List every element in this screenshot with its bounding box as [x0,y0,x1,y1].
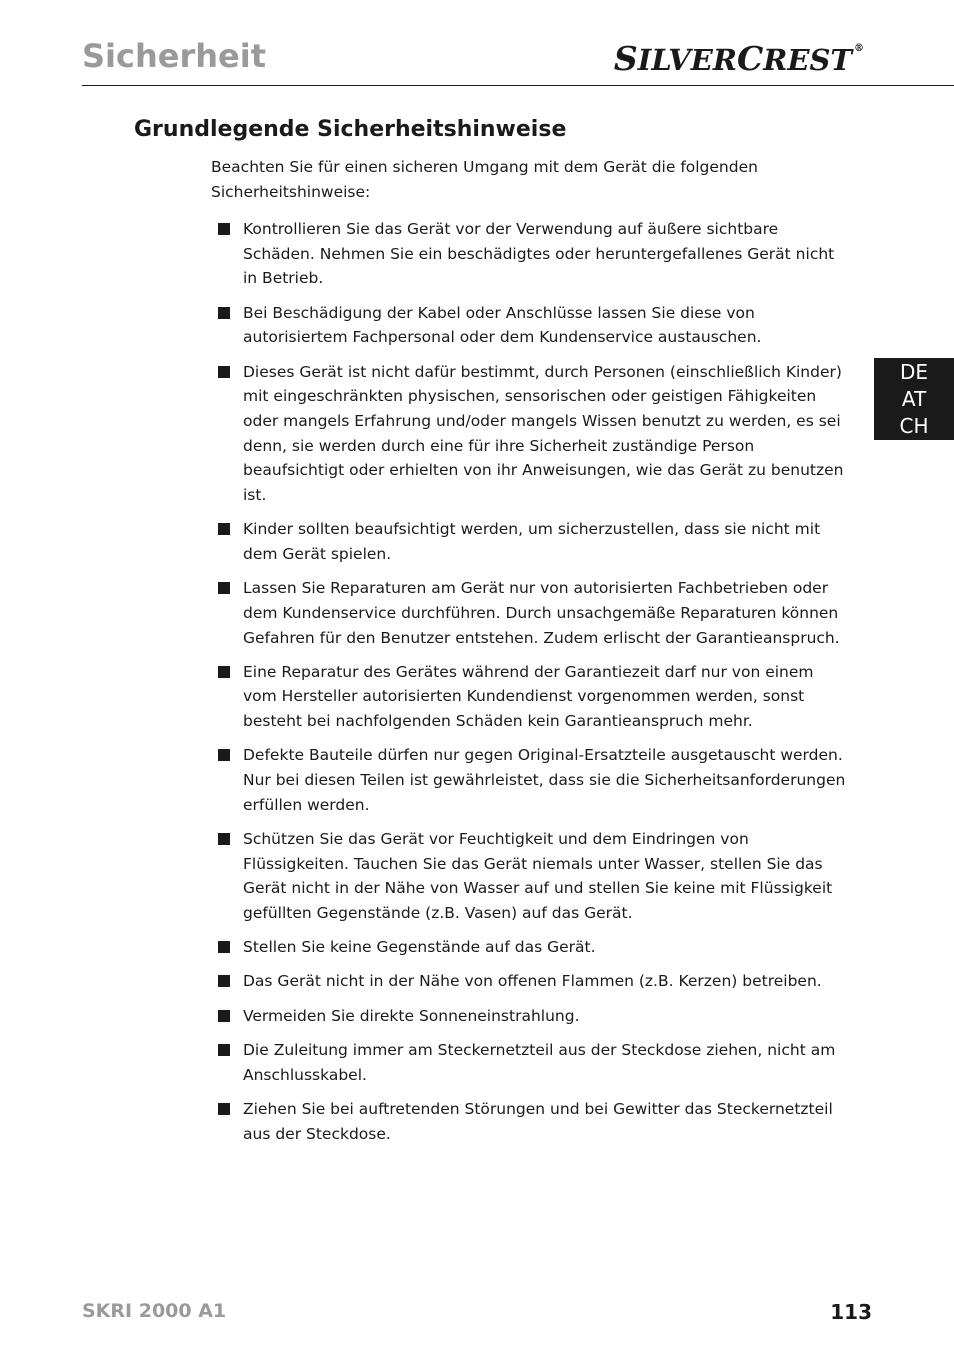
safety-item [211,827,851,926]
bullet-square-icon [218,1044,230,1056]
bullet-square-icon [218,582,230,594]
safety-item [211,360,851,508]
bullet-square-icon [218,749,230,761]
bullet-square-icon [218,307,230,319]
safety-item-text: Die Zuleitung immer am Steckernetzteil aus der Steckdose ziehen, nicht am Anschlusskabel. [243,1040,836,1084]
safety-item-text: Dieses Gerät ist nicht dafür bestimmt, durch Personen (einschließlich Kinder) mit eingeschränkten physischen, sensorischen oder geistigen Fähigkeiten oder mangels Erfahrung und/oder mangels Wissen benutzt zu werden, es sei denn, sie werden durch eine für ihre Sicherheit zuständige Person beaufsichtigt oder erhielten von ihr Anweisungen, wie das Gerät zu benutzen ist. [243,362,844,505]
bullet-square-icon [218,941,230,953]
safety-item [211,217,851,291]
intro-paragraph: Beachten Sie für einen sicheren Umgang mit dem Gerät die folgenden Sicherheitshinweise: [211,158,758,201]
safety-item-text: Kinder sollten beaufsichtigt werden, um sicherzustellen, dass sie nicht mit dem Gerät spielen. [243,520,821,563]
safety-item [211,517,851,566]
brand-initial-s: S [613,39,638,78]
bullet-square-icon [218,833,230,845]
brand-text-rest: REST [763,43,852,77]
safety-item [211,301,851,350]
language-code-at: AT [901,386,927,411]
safety-item [211,1004,851,1029]
bullet-square-icon [218,223,230,235]
safety-item [211,660,851,734]
footer-page-number: 113 [830,1300,872,1324]
safety-item [211,1038,851,1087]
safety-list [211,217,851,1156]
safety-item [211,743,851,817]
header-rule [82,85,954,86]
safety-item-text: Schützen Sie das Gerät vor Feuchtigkeit und dem Eindringen von Flüssigkeiten. Tauchen Sie das Gerät niemals unter Wasser, stellen Sie das Gerät nicht in der Nähe von Wasser auf und stellen Sie keine mit Flüssigkeit gefüllten Gegenstände (z.B. Vasen) auf das Gerät. [243,829,833,923]
registered-mark: ® [854,43,864,54]
bullet-square-icon [218,1010,230,1022]
section-heading: Grundlegende Sicherheitshinweise [134,117,567,142]
bullet-square-icon [218,366,230,378]
safety-item [211,935,851,960]
safety-item-text: Ziehen Sie bei auftretenden Störungen und bei Gewitter das Steckernetzteil aus der Steckdose. [243,1099,833,1143]
safety-item [211,576,851,650]
brand-text-ilver: ILVER [637,43,737,77]
safety-item-text: Eine Reparatur des Gerätes während der Garantiezeit darf nur von einem vom Hersteller autorisierten Kundendienst vorgenommen werden, sonst besteht bei nachfolgenden Schäden kein Garantieanspruch mehr. [243,662,814,731]
brand-initial-c: C [737,39,764,78]
safety-item-text: Kontrollieren Sie das Gerät vor der Verwendung auf äußere sichtbare Schäden. Nehmen Sie ein beschädigtes oder heruntergefallenes Gerät nicht in Betrieb. [243,220,835,288]
bullet-square-icon [218,975,230,987]
safety-item-text: Defekte Bauteile dürfen nur gegen Original-Ersatzteile ausgetauscht werden. Nur bei diesen Teilen ist gewährleistet, dass sie die Sicherheitsanforderungen erfüllen werden. [243,746,846,814]
page-header-title: Sicherheit [82,37,266,75]
language-code-ch: CH [899,413,929,438]
bullet-square-icon [218,1103,230,1115]
safety-item [211,1097,851,1146]
brand-logo [613,39,864,78]
bullet-square-icon [218,666,230,678]
bullet-square-icon [218,523,230,535]
safety-item-text: Das Gerät nicht in der Nähe von offenen Flammen (z.B. Kerzen) betreiben. [243,972,822,991]
safety-item-text: Lassen Sie Reparaturen am Gerät nur von autorisierten Fachbetrieben oder dem Kundenservice durchführen. Durch unsachgemäße Reparaturen können Gefahren für den Benutzer entstehen. Zudem erlischt der Garantieanspruch. [243,579,840,647]
footer-model-number: SKRI 2000 A1 [82,1300,227,1322]
safety-item-text: Vermeiden Sie direkte Sonneneinstrahlung. [243,1006,580,1025]
safety-item-text: Stellen Sie keine Gegenstände auf das Gerät. [243,938,596,957]
language-tab [874,358,954,440]
language-code-de: DE [899,359,929,384]
safety-item-text: Bei Beschädigung der Kabel oder Anschlüsse lassen Sie diese von autorisiertem Fachpersonal oder dem Kundenservice austauschen. [243,303,762,347]
safety-item [211,969,851,994]
